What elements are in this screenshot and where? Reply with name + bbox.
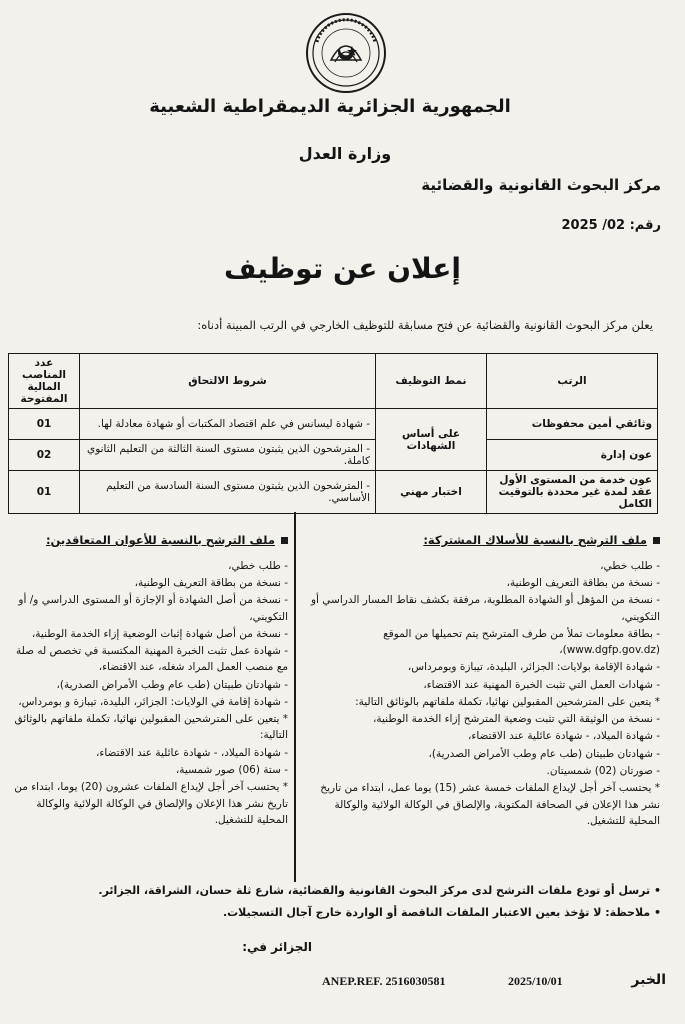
table-row <box>9 471 658 514</box>
row-conditions: - شهادة ليسانس في علم اقتصاد المكتبات أو شهادة معادلة لها. <box>80 409 376 440</box>
square-bullet-icon <box>653 537 660 544</box>
intro-text: يعلن مركز البحوث القانونية والقضائية عن فتح مسابقة للتوظيف الخارجي في الرتب المبينة أدناه: <box>197 318 653 332</box>
submission-address: • ترسل أو تودع ملفات الترشح لدى مركز البحوث القانونية والقضائية، شارع ثلة حسان، الشراقة، الجزائر. <box>98 884 661 897</box>
row-conditions: - المترشحون الذين يثبتون مستوى السنة السادسة من التعليم الأساسي. <box>80 471 376 514</box>
list-item: - طلب خطي، <box>600 559 660 572</box>
common-file-list <box>300 558 660 829</box>
list-item: - شهادتان طبيتان (طب عام وطب الأمراض الصدرية)، <box>56 678 288 691</box>
list-item: - نسخة من أصل شهادة إثبات الوضعية إزاء الخدمة الوطنية، <box>31 627 288 640</box>
reference-number: رقم: 02/ 2025 <box>561 218 661 233</box>
list-item: - شهادتان طبيتان (طب عام وطب الأمراض الصدرية)، <box>428 747 660 760</box>
note-text: • ملاحظة: لا تؤخذ بعين الاعتبار الملفات الناقصة أو الواردة خارج آجال التسجيلات. <box>222 906 661 919</box>
page-title: إعلان عن توظيف <box>224 252 461 285</box>
list-item: - بطاقة معلومات تملأ من طرف المترشح يتم تحميلها من الموقع (www.dgfp.gov.dz)، <box>383 627 660 657</box>
contract-file-list <box>14 558 288 828</box>
national-seal-icon <box>305 12 387 94</box>
row-count: 02 <box>9 440 80 471</box>
contract-file-title <box>14 532 288 550</box>
contract-file-section <box>14 532 288 829</box>
header-count: عدد المناصب المالية المفتوحة <box>9 354 80 409</box>
list-item: - نسخة من أصل الشهادة أو الإجازة أو المستوى الدراسي و/ أو التكويني، <box>18 594 288 623</box>
row-mode: على أساس الشهادات <box>376 409 487 471</box>
list-item: - شهادات العمل التي تثبت الخبرة المهنية عند الاقتضاء، <box>423 678 660 691</box>
row-rank: عون إدارة <box>487 440 658 471</box>
publication-date: 2025/10/01 <box>508 974 563 988</box>
list-item: - شهادة عمل تثبت الخبرة المهنية المكتسبة في تخصص له صلة مع منصب العمل المراد شغله، عند الاقتضاء، <box>16 645 288 674</box>
list-item: * يتعين على المترشحين المقبولين نهائيا، تكملة ملفاتهم بالوثائق التالية: <box>14 713 288 742</box>
table-row <box>9 409 658 440</box>
positions-table <box>8 353 658 514</box>
row-mode: اختبار مهني <box>376 471 487 514</box>
list-item: - نسخة من بطاقة التعريف الوطنية، <box>506 577 660 590</box>
list-item: - شهادة الإقامة بولايات: الجزائر، البليدة، تيبازة وبومرداس، <box>407 661 660 674</box>
newspaper-name: الخبر <box>631 972 666 988</box>
row-conditions: - المترشحون الذين يثبتون مستوى السنة الثالثة من التعليم الثانوي كاملة. <box>80 440 376 471</box>
common-file-title-text: ملف الترشح بالنسبة للأسلاك المشتركة: <box>423 533 647 547</box>
list-item: * يحتسب آخر أجل لإيداع الملفات عشرون (20) يوما، ابتداء من تاريخ نشر هذا الإعلان والإلصاق في الوكالة الولائية والوكالة المحلية للتشغيل. <box>14 781 288 826</box>
header-rank: الرتب <box>487 354 658 409</box>
row-rank: وثائقي أمين محفوظات <box>487 409 658 440</box>
center-heading: مركز البحوث القانونية والقضائية <box>421 176 661 194</box>
table-header-row <box>9 354 658 409</box>
list-item: - نسخة من بطاقة التعريف الوطنية، <box>134 577 288 590</box>
row-count: 01 <box>9 471 80 514</box>
signature-place: الجزائر في: <box>242 940 312 954</box>
anep-reference: ANEP.REF. 2516030581 <box>322 974 446 988</box>
row-count: 01 <box>9 409 80 440</box>
table-row <box>9 440 658 471</box>
republic-heading: الجمهورية الجزائرية الديمقراطية الشعبية <box>149 96 511 117</box>
list-item: - شهادة إقامة في الولايات: الجزائر، البليدة، تيبازة و بومرداس، <box>18 695 288 708</box>
square-bullet-icon <box>281 537 288 544</box>
common-file-title <box>300 532 660 550</box>
list-item: - شهادة الميلاد، - شهادة عائلية عند الاقتضاء، <box>468 730 660 743</box>
contract-file-title-text: ملف الترشح بالنسبة للأعوان المتعاقدين: <box>45 533 275 547</box>
list-item: * يحتسب آخر أجل لإيداع الملفات خمسة عشر (15) يوما عمل، ابتداء من تاريخ نشر هذا الإعلان في الصحافة المكتوبة، والإلصاق في الوكالة الولائية والوكالة المحلية للتشغيل. <box>320 782 660 827</box>
list-item: - نسخة من المؤهل أو الشهادة المطلوبة، مرفقة بكشف نقاط المسار الدراسي أو التكويني، <box>310 594 660 623</box>
list-item: * يتعين على المترشحين المقبولين نهائيا، تكملة ملفاتهم بالوثائق التالية: <box>355 695 660 708</box>
list-item: - طلب خطي، <box>228 559 288 572</box>
list-item: - نسخة من الوثيقة التي تثبت وضعية المترشح إزاء الخدمة الوطنية، <box>373 713 660 726</box>
list-item: - شهادة الميلاد، - شهادة عائلية عند الاقتضاء، <box>96 746 288 759</box>
common-file-section <box>300 532 660 830</box>
header-mode: نمط التوظيف <box>376 354 487 409</box>
row-rank: عون خدمة من المستوى الأول عقد لمدة غير محددة بالتوقيت الكامل <box>487 471 658 514</box>
list-item: - صورتان (02) شمسيتان. <box>546 765 660 777</box>
list-item: - ستة (06) صور شمسية، <box>175 764 288 776</box>
header-conditions: شروط الالتحاق <box>80 354 376 409</box>
ministry-heading: وزارة العدل <box>298 144 392 163</box>
column-divider <box>294 512 296 882</box>
